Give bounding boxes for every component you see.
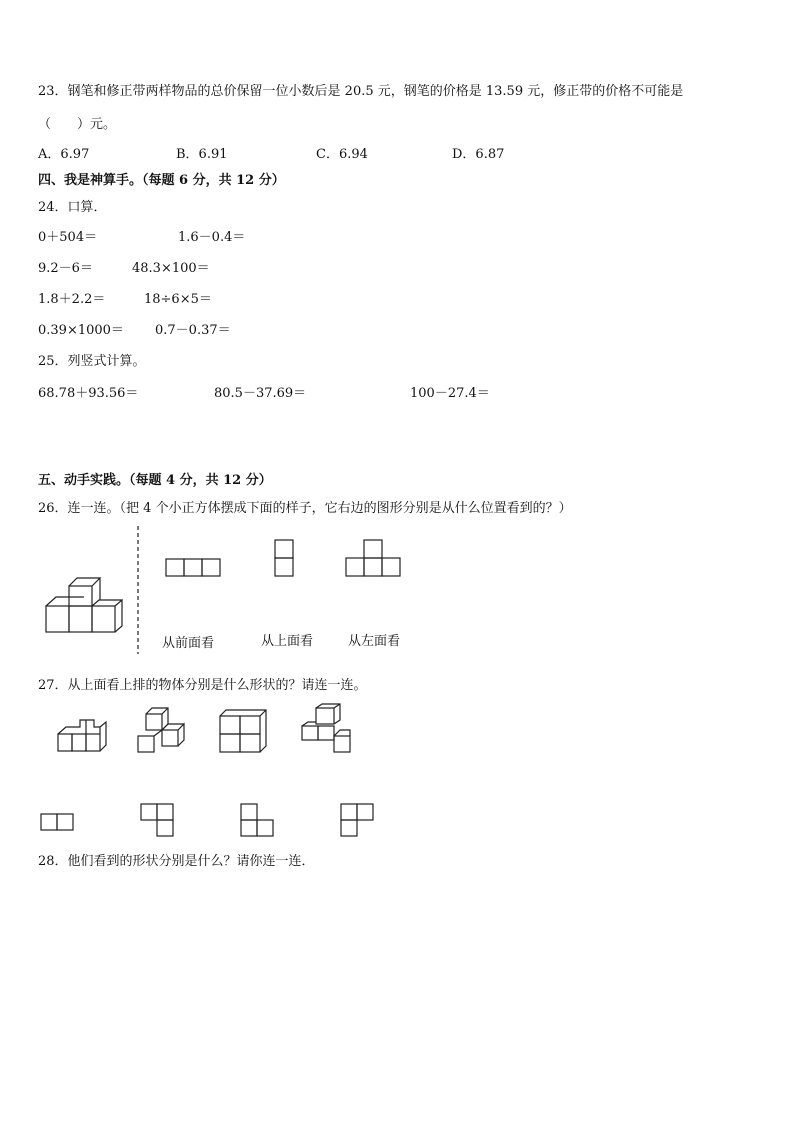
q27-object-3 — [218, 708, 270, 754]
q26-label-left: 从左面看 — [348, 634, 401, 649]
section4-title: 四、我是神算手。（每题 6 分，共 12 分） — [38, 173, 285, 188]
q24-item-4: 48.3×100＝ — [132, 261, 210, 276]
q27-title: 27．从上面看上排的物体分别是什么形状的？请连一连。 — [38, 678, 367, 693]
q23-option-a: A．6.97 — [38, 147, 90, 162]
q26-view-t-shape — [345, 539, 403, 579]
q24-title: 24．口算． — [38, 200, 107, 215]
q24-item-8: 0.7－0.37＝ — [155, 323, 231, 338]
q27-shape-2 — [140, 802, 180, 842]
q26-label-top: 从上面看 — [261, 634, 314, 649]
q26-view-two-stacked — [274, 539, 296, 579]
q26-view-three-in-row — [165, 558, 223, 578]
q27-object-1 — [56, 716, 106, 756]
q23-option-d: D．6.87 — [452, 147, 505, 162]
q24-item-1: 0＋504＝ — [38, 230, 98, 245]
q27-shape-3 — [240, 802, 280, 842]
q23-text-line2: （ ）元。 — [38, 117, 117, 132]
q26-title: 26．连一连。（把 4 个小正方体摆成下面的样子，它右边的图形分别是从什么位置看到的？） — [38, 501, 572, 516]
q27-shape-4 — [340, 802, 380, 842]
q25-item-1: 68.78＋93.56＝ — [38, 386, 139, 401]
q24-item-2: 1.6－0.4＝ — [178, 230, 246, 245]
q24-item-6: 18÷6×5＝ — [144, 292, 212, 307]
q23-option-b: B．6.91 — [176, 147, 228, 162]
q25-item-3: 100－27.4＝ — [410, 386, 490, 401]
q27-object-4 — [300, 702, 354, 756]
q26-cube-stack-figure — [40, 572, 130, 638]
q25-item-2: 80.5－37.69＝ — [214, 386, 307, 401]
q27-shape-1 — [40, 812, 76, 834]
q26-dashed-divider — [136, 526, 142, 654]
section5-title: 五、动手实践。（每题 4 分，共 12 分） — [38, 473, 272, 488]
q23-option-c: C．6.94 — [316, 147, 368, 162]
q27-object-2 — [136, 706, 192, 758]
q26-label-front: 从前面看 — [162, 636, 215, 651]
q24-item-7: 0.39×1000＝ — [38, 323, 124, 338]
q24-item-3: 9.2－6＝ — [38, 261, 93, 276]
q28-title: 28．他们看到的形状分别是什么？请你连一连． — [38, 854, 315, 869]
q23-text-line1: 23．钢笔和修正带两样物品的总价保留一位小数后是 20.5 元，钢笔的价格是 13.59 元，修正带的价格不可能是 — [38, 84, 684, 99]
q25-title: 25．列竖式计算。 — [38, 354, 146, 369]
q24-item-5: 1.8＋2.2＝ — [38, 292, 106, 307]
